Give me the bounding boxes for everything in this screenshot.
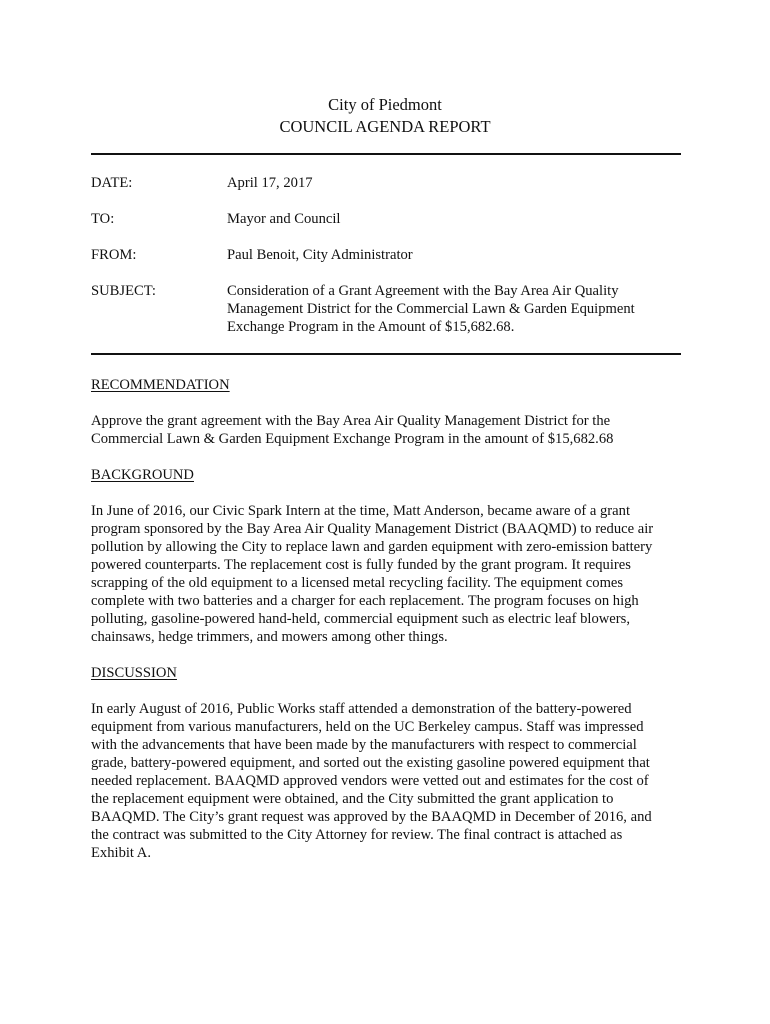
subject-line: Exchange Program in the Amount of $15,682.68. xyxy=(227,319,515,335)
paragraph-line: polluting, gasoline-powered hand-held, commercial equipment such as electric leaf blowers, xyxy=(91,611,630,627)
paragraph-line: with the advancements that have been made by the manufacturers with respect to commercial xyxy=(91,737,637,753)
paragraph-line: In June of 2016, our Civic Spark Intern at the time, Matt Anderson, became aware of a grant xyxy=(91,503,630,519)
paragraph-line: chainsaws, hedge trimmers, and mowers among other things. xyxy=(91,629,448,645)
paragraph-line: scrapping of the old equipment to a licensed metal recycling facility. The equipment comes xyxy=(91,575,624,591)
paragraph-line: pollution by allowing the City to replace lawn and garden equipment with zero-emission battery xyxy=(91,539,653,555)
paragraph-line: the replacement equipment were obtained, and the City submitted the grant application to xyxy=(91,791,614,807)
paragraph-line: complete with two batteries and a charger for each replacement. The program focuses on high xyxy=(91,593,639,609)
paragraph-line: needed replacement. BAAQMD approved vendors were vetted out and estimates for the cost of xyxy=(91,773,649,789)
subject-line: Consideration of a Grant Agreement with the Bay Area Air Quality xyxy=(227,283,619,299)
paragraph-line: powered counterparts. The replacement cost is fully funded by the grant program. It requires xyxy=(91,557,631,573)
discussion-heading: DISCUSSION xyxy=(91,665,177,681)
paragraph-line: In early August of 2016, Public Works staff attended a demonstration of the battery-powered xyxy=(91,701,632,717)
background-paragraph xyxy=(91,502,691,646)
paragraph-line: Commercial Lawn & Garden Equipment Exchange Program in the amount of $15,682.68 xyxy=(91,431,614,447)
meta-divider xyxy=(91,353,681,355)
paragraph-line: Approve the grant agreement with the Bay Area Air Quality Management District for the xyxy=(91,413,611,429)
date-label: DATE: xyxy=(91,175,133,191)
recommendation-paragraph xyxy=(91,412,691,448)
paragraph-line: BAAQMD. The City’s grant request was approved by the BAAQMD in December of 2016, and xyxy=(91,809,652,825)
discussion-paragraph xyxy=(91,700,691,862)
paragraph-line: the contract was submitted to the City Attorney for review. The final contract is attached as xyxy=(91,827,623,843)
paragraph-line: equipment from various manufacturers, held on the UC Berkeley campus. Staff was impressed xyxy=(91,719,644,735)
from-label: FROM: xyxy=(91,247,137,263)
city-name: City of Piedmont xyxy=(328,95,442,114)
to-value: Mayor and Council xyxy=(227,211,341,227)
subject-label: SUBJECT: xyxy=(91,283,156,299)
date-value: April 17, 2017 xyxy=(227,175,313,191)
subject-line: Management District for the Commercial Lawn & Garden Equipment xyxy=(227,301,635,317)
paragraph-line: grade, battery-powered equipment, and sorted out the existing gasoline powered equipment that xyxy=(91,755,650,771)
recommendation-heading: RECOMMENDATION xyxy=(91,377,230,393)
paragraph-line: Exhibit A. xyxy=(91,845,151,861)
header-divider xyxy=(91,153,681,155)
subject-value xyxy=(227,282,677,336)
paragraph-line: program sponsored by the Bay Area Air Quality Management District (BAAQMD) to reduce air xyxy=(91,521,654,537)
report-title: COUNCIL AGENDA REPORT xyxy=(279,117,491,136)
to-label: TO: xyxy=(91,211,115,227)
from-value: Paul Benoit, City Administrator xyxy=(227,247,413,263)
background-heading: BACKGROUND xyxy=(91,467,194,483)
